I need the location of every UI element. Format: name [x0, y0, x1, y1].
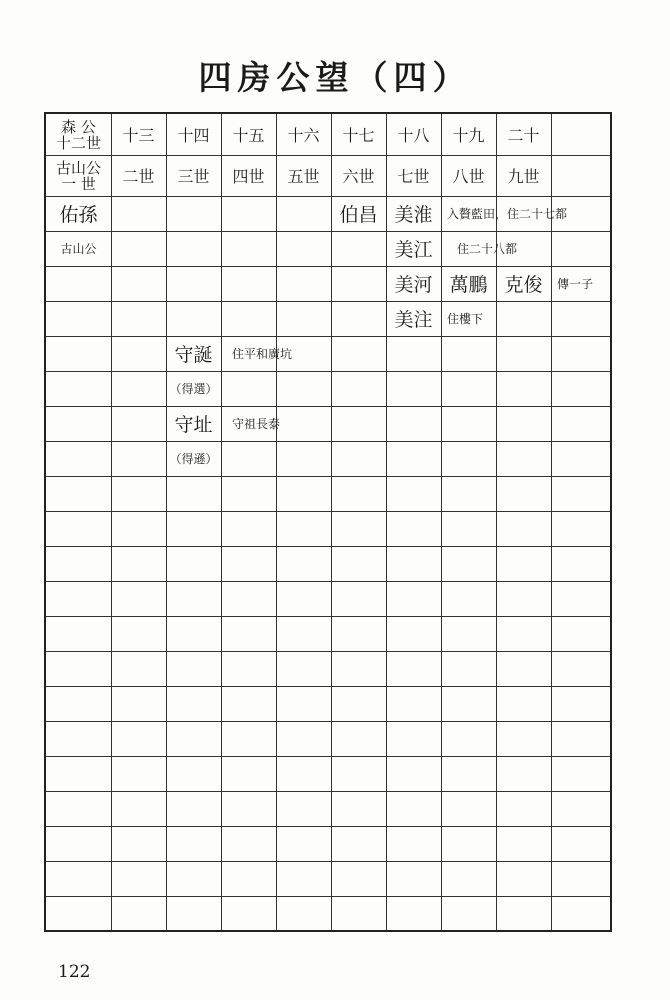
note-ke-jun: 傳一子 — [557, 277, 594, 291]
header-lead-generation-12 — [46, 114, 111, 155]
header-generation-19: 十九 — [452, 126, 485, 145]
header-generation-5: 五世 — [287, 167, 320, 186]
note-mei-zhu: 住樓下 — [447, 312, 484, 326]
entry-mei-zhu: 美注 — [394, 309, 433, 331]
paren-shou-dan: （得選） — [169, 382, 218, 396]
note-shou-dan: 住平和廣坑 — [232, 347, 293, 361]
header-lead-bottom: 十二世 — [55, 133, 101, 152]
entry-ke-jun: 克俊 — [504, 274, 543, 296]
paren-shou-zhi: （得遜） — [169, 452, 218, 466]
entry-wan-peng: 萬鵬 — [449, 274, 488, 296]
note-mei-jiang: 住二十八都 — [457, 242, 518, 256]
entry-mei-he: 美河 — [394, 274, 433, 296]
header-generation-20: 二十 — [507, 126, 540, 145]
header-generation-8: 八世 — [452, 167, 485, 186]
genealogy-table — [44, 112, 612, 932]
header-generation-7: 七世 — [397, 167, 430, 186]
header-generation-13: 十三 — [122, 126, 155, 145]
note-shou-zhi: 守祖長泰 — [232, 417, 281, 431]
header-generation-16: 十六 — [287, 126, 320, 145]
header-generation-15: 十五 — [232, 126, 265, 145]
header-generation-6: 六世 — [342, 167, 375, 186]
entry-bo-chang: 伯昌 — [339, 204, 378, 226]
entry-you-sun: 佑孫 — [59, 204, 98, 226]
header-generation-9: 九世 — [507, 167, 540, 186]
header-lead-generation-1 — [46, 155, 111, 196]
header-lead-bottom: 一 世 — [61, 174, 96, 193]
entry-shou-zhi: 守址 — [174, 414, 213, 436]
header-generation-4: 四世 — [232, 167, 265, 186]
entry-shou-dan: 守誕 — [174, 344, 213, 366]
header-generation-17: 十七 — [342, 126, 375, 145]
page-number: 122 — [58, 962, 91, 982]
header-generation-18: 十八 — [397, 126, 430, 145]
entry-mei-huai: 美淮 — [394, 204, 433, 226]
header-lead-top: 古山公 — [55, 158, 101, 177]
note-mei-huai: 入贅藍田，住二十七都 — [447, 207, 568, 221]
header-lead-top: 森 公 — [61, 117, 96, 136]
header-generation-14: 十四 — [177, 126, 210, 145]
entry-mei-jiang: 美江 — [394, 239, 433, 261]
page-title: 四房公望（四） — [198, 58, 472, 97]
header-generation-2: 二世 — [122, 167, 155, 186]
header-generation-3: 三世 — [177, 167, 210, 186]
entry-gushan-gong: 古山公 — [60, 242, 97, 256]
